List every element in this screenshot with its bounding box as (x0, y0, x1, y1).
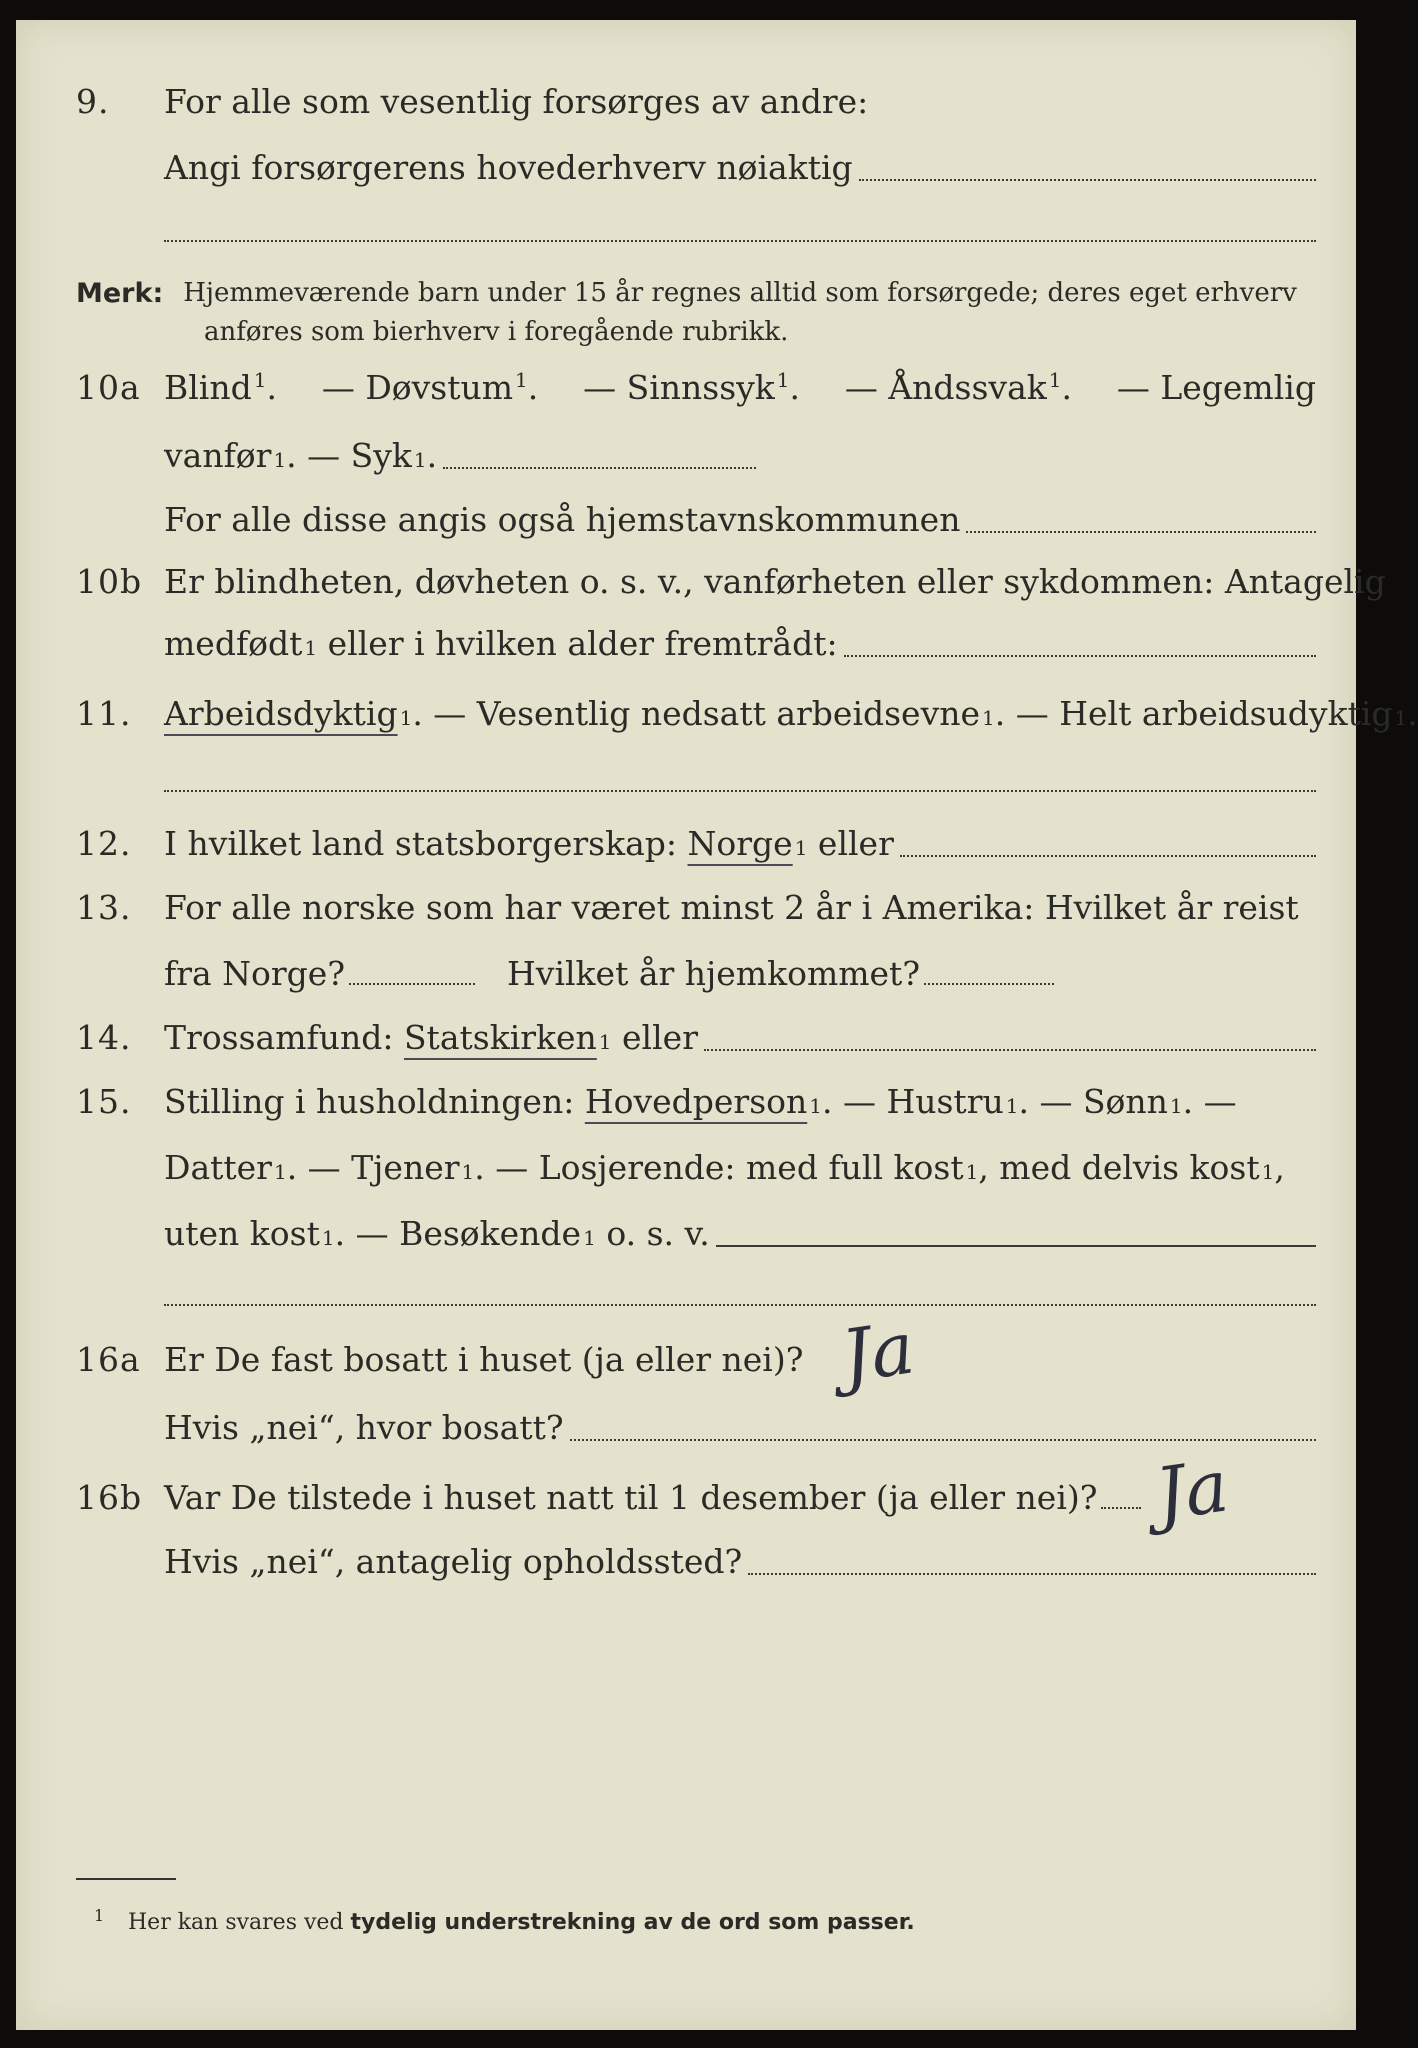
q15-hovedperson: Hovedperson (584, 1082, 808, 1121)
q15-delvis: , med delvis kost (978, 1148, 1260, 1187)
q14-text: Trossamfund: (164, 1018, 404, 1057)
q15-osv: o. s. v. (595, 1214, 710, 1253)
q15-hustru: . — Hustru (822, 1082, 1004, 1121)
footnote (94, 1906, 915, 1935)
q10b-row (16, 562, 1386, 622)
q14-statskirken: Statskirken (403, 1018, 597, 1057)
q13-row (16, 888, 1356, 948)
q16a-handwritten-answer: Ja (836, 1305, 920, 1399)
q15-uten-kost: uten kost (164, 1214, 320, 1253)
q16b-hvis-nei: Hvis „nei“, antagelig opholdssted? (164, 1542, 743, 1581)
q12-norge: Norge (687, 824, 793, 863)
q15-row: 15. Stilling i husholdningen: Hovedperson 1 . — Hustru 1 . — Sønn 1 . — (76, 1082, 1237, 1121)
q12-row: 12. I hvilket land statsborgerskap: Norge 1 eller (16, 824, 1356, 884)
q16b-opholdssted-line[interactable] (748, 1572, 1316, 1575)
q13-reist: fra Norge? (164, 954, 346, 993)
q12-answer-line[interactable] (900, 854, 1316, 857)
q11-row: 11. Arbeidsdyktig 1 . — Vesentlig nedsatt arbeidsevne 1 . — Helt arbeidsudyktig 1 . (76, 694, 1418, 733)
q11-arbeidsdyktig: Arbeidsdyktig (164, 694, 398, 733)
q10a-vanfor: vanfør (164, 436, 272, 475)
footnote-bold-text: tydelig understrekning av de ord som passer. (350, 1910, 915, 1935)
q16a-number: 16a (76, 1340, 141, 1379)
q13-hjemkommet-line[interactable] (924, 982, 1054, 985)
q13-text: For alle norske som har været minst 2 år i Amerika: Hvilket år reist (164, 888, 1299, 927)
q10a-syk: — Syk (307, 436, 412, 475)
q10b-number: 10b (76, 562, 143, 601)
q10a-row3 (16, 500, 1356, 560)
q16b-handwritten-answer: Ja (1150, 1443, 1234, 1537)
q10a-row: 10a Blind $^1$. — Døvstum $^1$. — Sinnssyk $^1$. — Åndssvak $^1$. — Legemlig (76, 368, 1316, 407)
q12-number: 12. (76, 824, 132, 863)
q16b-text: Var De tilstede i huset natt til 1 desember (ja eller nei)? (164, 1478, 1098, 1517)
q16a-hvis-nei: Hvis „nei“, hvor bosatt? (164, 1408, 564, 1447)
footnote-text: Her kan svares ved (128, 1910, 351, 1935)
q10b-answer-line[interactable] (844, 654, 1316, 657)
merk-text-2: anføres som bierhverv i foregående rubrikk. (204, 317, 789, 347)
q15-answer-line-2[interactable] (164, 1304, 1316, 1306)
q15-tjener: . — Tjener (286, 1148, 460, 1187)
q15-datter: Datter (164, 1148, 272, 1187)
q15-sonn: . — Sønn (1018, 1082, 1168, 1121)
q10a-hjemstavn: For alle disse angis også hjemstavnskommunen (164, 500, 961, 539)
q11-number: 11. (76, 694, 132, 733)
merk-text-1: Hjemmeværende barn under 15 år regnes alltid som forsørgede; deres eget erhverv (183, 278, 1297, 308)
q16b-answer-line[interactable] (1101, 1506, 1141, 1509)
q11-nedsatt: . — Vesentlig nedsatt arbeidsevne (412, 694, 981, 733)
q16a-answer-line[interactable] (570, 1438, 1316, 1441)
footnote-mark: 1 (94, 1906, 105, 1925)
q10b-medfodt: medfødt (164, 624, 303, 663)
q16b-number: 16b (76, 1478, 143, 1517)
q13-number: 13. (76, 888, 132, 927)
q16a-text: Er De fast bosatt i huset (ja eller nei)? (164, 1340, 804, 1379)
q10a-andssvak: — Åndssvak (844, 368, 1047, 407)
q11-answer-line[interactable] (164, 790, 1316, 792)
q14-row: 14. Trossamfund: Statskirken 1 eller (16, 1018, 1356, 1078)
q10a-row2: vanfør 1 . — Syk 1 . (16, 436, 1356, 496)
q10b-text-2: eller i hvilken alder fremtrådt: (317, 624, 838, 663)
q15-besokende: . — Besøkende (334, 1214, 582, 1253)
q13-hjemkommet: Hvilket år hjemkommet? (507, 954, 921, 993)
q11-udyktig: . — Helt arbeidsudyktig (994, 694, 1393, 733)
q13-row2 (16, 954, 1356, 1014)
q10b-row2: medfødt 1 eller i hvilken alder fremtrådt: (16, 624, 1356, 684)
q15-text: Stilling i husholdningen: (164, 1082, 585, 1121)
q9-answer-line[interactable] (859, 178, 1316, 181)
q9-row2 (16, 148, 1356, 208)
q14-eller: eller (611, 1018, 698, 1057)
census-form-page (16, 20, 1418, 2030)
q9-number: 9. (76, 82, 110, 121)
q14-answer-line[interactable] (704, 1048, 1316, 1051)
q15-answer-line[interactable] (716, 1244, 1316, 1247)
q9-text-2: Angi forsørgerens hovederhverv nøiaktig (164, 148, 853, 187)
q12-text: I hvilket land statsborgerskap: (164, 824, 688, 863)
q10a-blind: Blind (164, 368, 252, 407)
q10a-dovstum: — Døvstum (321, 368, 514, 407)
q9-text: For alle som vesentlig forsørges av andre: (164, 82, 869, 121)
q9-answer-line-2[interactable] (164, 240, 1316, 242)
q15-number: 15. (76, 1082, 132, 1121)
q10a-number: 10a (76, 368, 141, 407)
q13-reist-line[interactable] (349, 982, 475, 985)
footnote-rule (76, 1878, 176, 1880)
q9-row (16, 82, 1356, 142)
q16a-row (16, 1340, 1356, 1400)
q10a-answer-line[interactable] (443, 466, 756, 469)
q10a-sinnssyk: — Sinnssyk (583, 368, 775, 407)
q16b-row2 (16, 1542, 1356, 1602)
q10b-text: Er blindheten, døvheten o. s. v., vanførheten eller sykdommen: Antagelig (164, 562, 1386, 601)
merk-note (76, 278, 1316, 347)
q10a-legemlig: — Legemlig (1116, 368, 1316, 407)
q15-row2: Datter 1 . — Tjener 1 . — Losjerende: med full kost 1 , med delvis kost 1 , (164, 1148, 1285, 1187)
merk-label: Merk: (76, 278, 164, 309)
q15-losjerende: . — Losjerende: med full kost (474, 1148, 964, 1187)
q12-eller: eller (807, 824, 894, 863)
q14-number: 14. (76, 1018, 132, 1057)
q10a-hjemstavn-line[interactable] (966, 530, 1316, 533)
q15-row3: uten kost 1 . — Besøkende 1 o. s. v. (16, 1214, 1356, 1274)
